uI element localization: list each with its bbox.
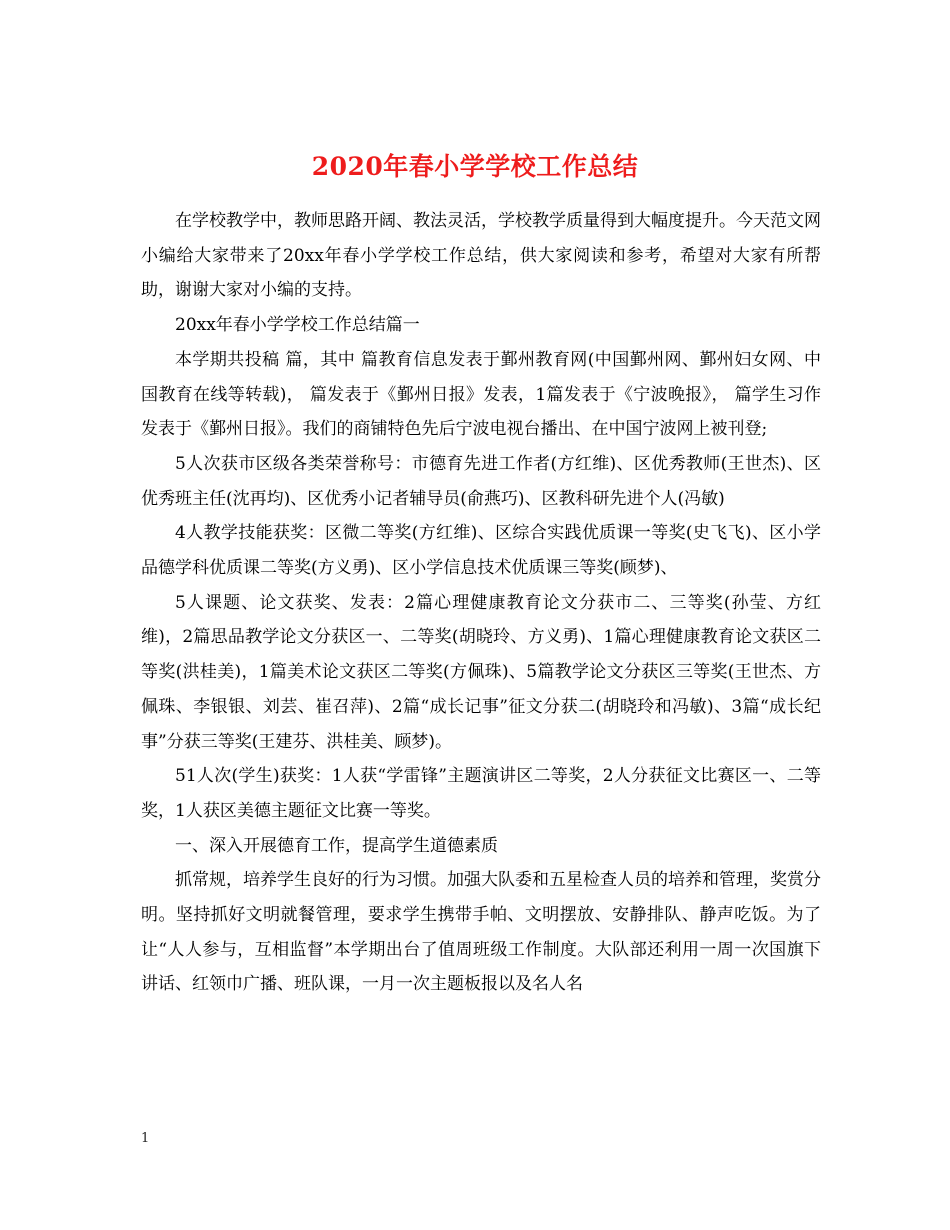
page-number: 1 xyxy=(141,1131,150,1146)
document-body xyxy=(141,204,821,1002)
section-heading: 20xx年春小学学校工作总结篇一 xyxy=(175,315,420,336)
papers-awards-paragraph: 5人课题、论文获奖、发表：2篇心理健康教育论文分获市二、三等奖(孙莹、方红维)，2篇思品教学论文分获区一、二等奖(胡晓玲、方义勇)、1篇心理健康教育论文获区二等奖(洪桂美)，1篇美术论文获区二等奖(方佩珠)、5篇教学论文分获区三等奖(王世杰、方佩珠、李银银、刘芸、崔召萍)、2篇“成长记事”征文分获二(胡晓玲和冯敏)、3篇“成长纪事”分获三等奖(王建芬、洪桂美、顾梦)。 xyxy=(141,592,821,752)
submission-paragraph: 本学期共投稿 篇，其中 篇教育信息发表于鄞州教育网(中国鄞州网、鄞州妇女网、中国教育在线等转载)， 篇发表于《鄞州日报》发表，1篇发表于《宁波晚报》， 篇学生习作发表于《鄞州日报》。我们的商铺特色先后宁波电视台播出、在中国宁波网上被刊登; xyxy=(141,349,821,440)
moral-education-heading: 一、深入开展德育工作，提高学生道德素质 xyxy=(175,835,498,856)
routine-paragraph: 抓常规，培养学生良好的行为习惯。加强大队委和五星检查人员的培养和管理，奖赏分明。坚持抓好文明就餐管理，要求学生携带手帕、文明摆放、安静排队、静声吃饭。为了让“人人参与，互相监督”本学期出台了值周班级工作制度。大队部还利用一周一次国旗下讲话、红领巾广播、班队课，一月一次主题板报以及名人名 xyxy=(141,870,821,995)
honors-paragraph: 5人次获市区级各类荣誉称号：市德育先进工作者(方红维)、区优秀教师(王世杰)、区优秀班主任(沈再均)、区优秀小记者辅导员(俞燕巧)、区教科研先进个人(冯敏) xyxy=(141,453,821,509)
student-awards-paragraph: 51人次(学生)获奖：1人获“学雷锋”主题演讲区二等奖，2人分获征文比赛区一、二等奖，1人获区美德主题征文比赛一等奖。 xyxy=(141,766,821,821)
intro-paragraph: 在学校教学中，教师思路开阔、教法灵活，学校教学质量得到大幅度提升。今天范文网小编给大家带来了20xx年春小学学校工作总结，供大家阅读和参考，希望对大家有所帮助，谢谢大家对小编的支持。 xyxy=(141,211,821,301)
document-title: 2020年春小学学校工作总结 xyxy=(311,151,639,181)
teaching-awards-paragraph: 4人教学技能获奖：区微二等奖(方红维)、区综合实践优质课一等奖(史飞飞)、区小学品德学科优质课二等奖(方义勇)、区小学信息技术优质课三等奖(顾梦)、 xyxy=(141,523,821,579)
